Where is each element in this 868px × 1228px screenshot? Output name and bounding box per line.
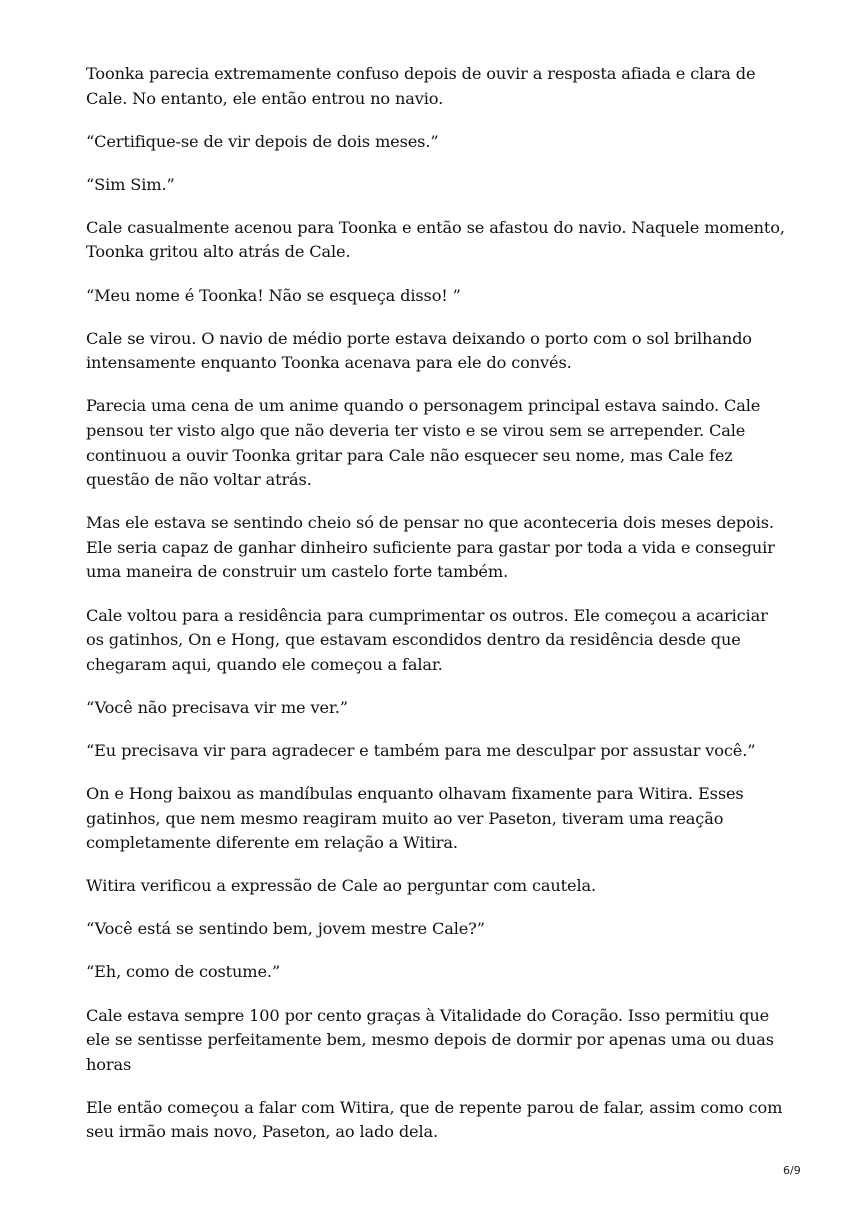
paragraph-3: “Sim Sim.” — [86, 174, 175, 194]
paragraph-12: On e Hong baixou as mandíbulas enquanto olhavam fixamente para Witira. Esses gatinhos, que nem mesmo reagiram muito ao ver Paseton, tiveram uma reação completamente diferente em relação a Witira. — [86, 783, 744, 853]
paragraph-17: Ele então começou a falar com Witira, que de repente parou de falar, assim como com seu irmão mais novo, Paseton, ao lado dela. — [86, 1097, 783, 1142]
paragraph-14: “Você está se sentindo bem, jovem mestre Cale?” — [86, 919, 485, 939]
paragraph-2: “Certifique-se de vir depois de dois meses.” — [86, 131, 439, 151]
paragraph-9: Cale voltou para a residência para cumprimentar os outros. Ele começou a acariciar os gatinhos, On e Hong, que estavam escondidos dentro da residência desde que chegaram aqui, quando ele começou a falar. — [86, 605, 768, 674]
document-page — [86, 62, 786, 1164]
paragraph-5: “Meu nome é Toonka! Não se esqueça disso! ” — [86, 285, 461, 305]
page-number: 6/9 — [783, 1164, 801, 1177]
paragraph-10: “Você não precisava vir me ver.” — [86, 697, 348, 717]
paragraph-13: Witira verificou a expressão de Cale ao perguntar com cautela. — [86, 876, 596, 896]
paragraph-6: Cale se virou. O navio de médio porte estava deixando o porto com o sol brilhando intensamente enquanto Toonka acenava para ele do convés. — [86, 328, 752, 373]
paragraph-8: Mas ele estava se sentindo cheio só de pensar no que aconteceria dois meses depois. Ele seria capaz de ganhar dinheiro suficiente para gastar por toda a vida e conseguir uma maneira de construir um castelo forte também. — [86, 513, 775, 582]
paragraph-15: “Eh, como de costume.” — [86, 962, 281, 982]
paragraph-7: Parecia uma cena de um anime quando o personagem principal estava saindo. Cale pensou ter visto algo que não deveria ter visto e se virou sem se arrepender. Cale continuou a ouvir Toonka gritar para Cale não esquecer seu nome, mas Cale fez questão de não voltar atrás. — [86, 396, 761, 490]
paragraph-11: “Eu precisava vir para agradecer e também para me desculpar por assustar você.” — [86, 740, 756, 760]
paragraph-1: Toonka parecia extremamente confuso depois de ouvir a resposta afiada e clara de Cale. No entanto, ele então entrou no navio. — [86, 64, 756, 108]
paragraph-4: Cale casualmente acenou para Toonka e então se afastou do navio. Naquele momento, Toonka gritou alto atrás de Cale. — [86, 217, 785, 262]
paragraph-16: Cale estava sempre 100 por cento graças à Vitalidade do Coração. Isso permitiu que ele se sentisse perfeitamente bem, mesmo depois de dormir por apenas uma ou duas horas — [86, 1005, 774, 1074]
